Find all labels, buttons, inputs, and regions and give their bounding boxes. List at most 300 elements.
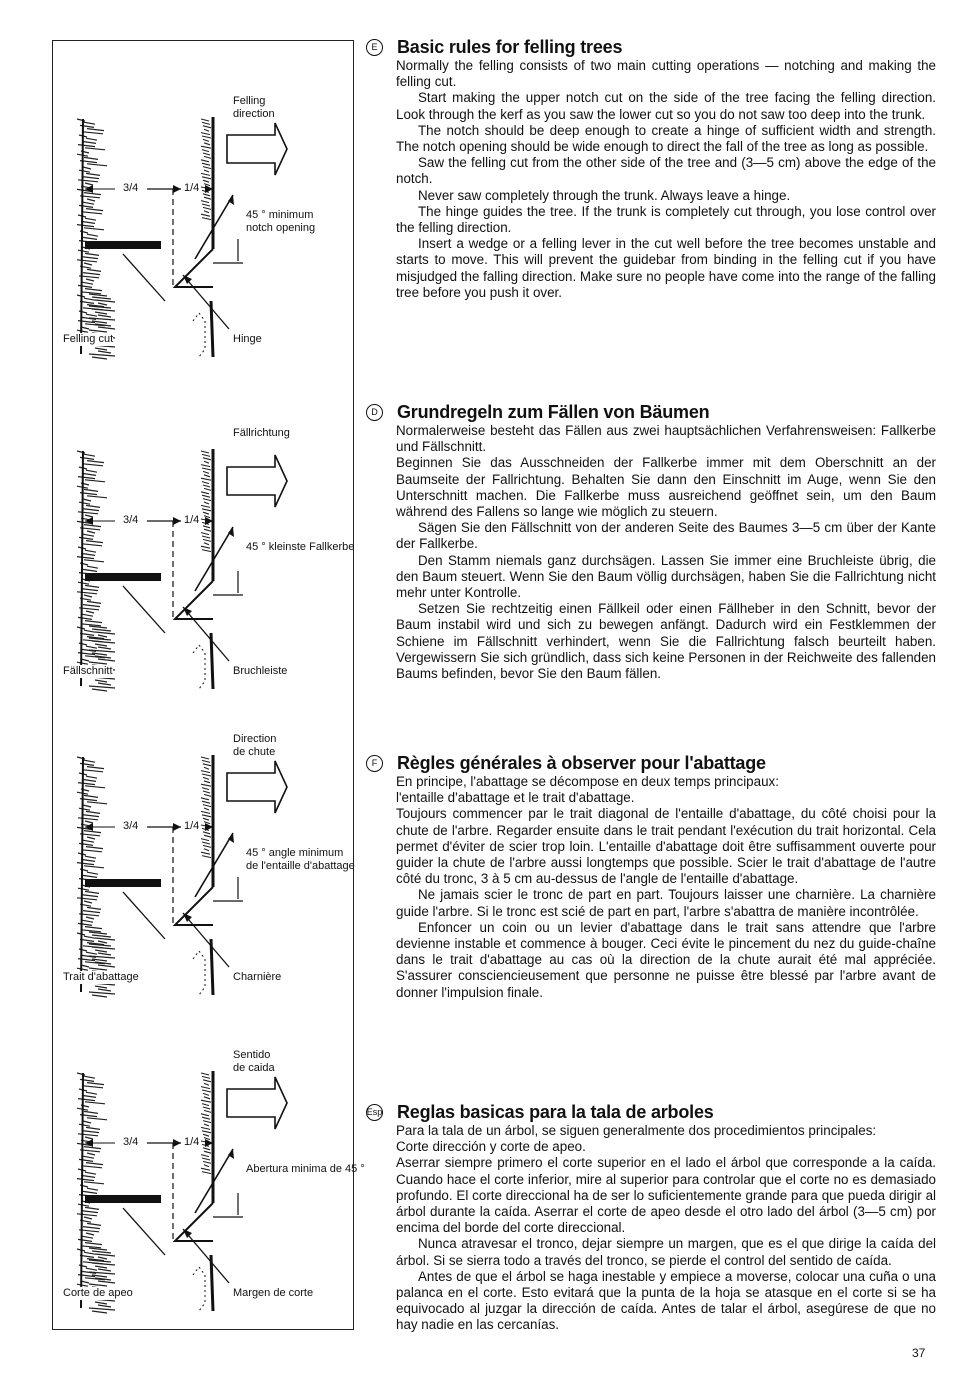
bark-stroke <box>87 199 95 201</box>
bark-stroke <box>86 1268 97 1270</box>
bark-stroke <box>203 499 211 501</box>
bark-stroke <box>85 183 93 185</box>
figure-label-hinge: Bruchleiste <box>233 665 288 677</box>
bark-stroke <box>95 644 107 646</box>
bark-stroke <box>81 930 101 932</box>
bark-stroke <box>82 815 99 817</box>
bark-stroke <box>82 1236 93 1238</box>
bark-stroke <box>86 1092 97 1094</box>
bark-stroke <box>82 1095 96 1097</box>
bark-stroke <box>84 1147 101 1149</box>
bark-stroke <box>79 205 93 207</box>
bark-stroke <box>202 842 210 844</box>
bark-stroke <box>203 1121 211 1123</box>
bark-stroke <box>84 795 98 797</box>
bark-stroke <box>79 643 87 645</box>
bark-stroke <box>83 875 97 877</box>
bark-stroke <box>202 454 210 456</box>
arrow-head <box>183 607 192 616</box>
figure-label-hinge: Charnière <box>233 971 282 983</box>
bark-stroke <box>201 1100 211 1102</box>
bark-stroke <box>89 1284 107 1286</box>
section-english <box>366 36 936 301</box>
bark-stroke <box>204 184 210 186</box>
bark-stroke <box>85 289 102 291</box>
bark-stroke <box>79 949 87 951</box>
bark-stroke <box>84 831 101 833</box>
bark-stroke <box>98 1305 111 1307</box>
bark-stroke <box>79 1265 87 1267</box>
bark-stroke <box>98 941 107 943</box>
language-badge: Esp <box>366 1104 383 1121</box>
bark-stroke <box>79 170 90 172</box>
bark-stroke <box>77 1214 97 1216</box>
section-heading <box>366 752 936 774</box>
bark-stroke <box>98 659 115 661</box>
bark-stroke <box>83 770 103 772</box>
figure-label-hinge: Hinge <box>233 333 262 345</box>
bark-stroke <box>201 119 209 121</box>
bark-stroke <box>85 821 93 823</box>
bark-stroke <box>89 686 115 688</box>
arrow-head <box>85 823 93 831</box>
bark-stroke <box>82 920 93 922</box>
figure-label-ratio-left: 3/4 <box>123 182 139 194</box>
bark-stroke <box>87 601 101 603</box>
bark-stroke <box>202 856 211 858</box>
bark-stroke <box>87 269 101 271</box>
bark-stroke <box>203 1161 211 1163</box>
bark-stroke <box>89 992 115 994</box>
bark-stroke <box>204 488 211 490</box>
bark-stroke <box>202 150 209 152</box>
bark-stroke <box>204 1124 209 1126</box>
bark-stroke <box>77 968 88 970</box>
hinge-pointer <box>183 275 229 329</box>
bark-stroke <box>82 1131 99 1133</box>
bark-stroke <box>202 801 210 803</box>
stump-outline <box>193 645 205 689</box>
bark-stroke <box>201 465 210 467</box>
bark-stroke <box>95 1266 107 1268</box>
bark-stroke <box>82 1166 102 1168</box>
bark-texture-right <box>201 1073 211 1174</box>
paragraph: En principe, l'abattage se décompose en deux temps principaux: l'entaille d'abattage et le trait d'abattage. <box>396 774 779 806</box>
bark-stroke <box>85 1172 96 1174</box>
bark-stroke <box>86 505 100 507</box>
bark-stroke <box>78 1204 89 1206</box>
bark-stroke <box>83 1191 97 1193</box>
bark-stroke <box>83 911 100 913</box>
bark-stroke <box>92 357 107 359</box>
bark-stroke <box>86 811 100 813</box>
bark-stroke <box>78 1099 95 1101</box>
section-heading <box>366 36 936 58</box>
bark-stroke <box>89 354 115 356</box>
figure-label-ratio-right: 1/4 <box>184 182 200 194</box>
bark-stroke <box>98 635 107 637</box>
bark-stroke <box>84 525 101 527</box>
bark-stroke <box>98 1269 111 1271</box>
bark-stroke <box>201 451 209 453</box>
bark-stroke <box>202 1104 209 1106</box>
figure-label-cut: Fällschnitt <box>63 665 113 677</box>
bark-stroke <box>203 485 210 487</box>
bark-stroke <box>204 211 209 213</box>
bark-stroke <box>201 478 211 480</box>
bark-stroke <box>89 626 107 628</box>
bark-stroke <box>79 502 90 504</box>
bark-stroke <box>84 866 104 868</box>
bark-stroke <box>203 167 211 169</box>
figure-label-notch: Abertura minima de 45 ° <box>246 1163 365 1175</box>
bark-stroke <box>83 1086 103 1088</box>
bark-stroke <box>92 629 111 631</box>
bark-stroke <box>83 534 94 536</box>
bark-stroke <box>204 1165 209 1167</box>
bark-stroke <box>85 1207 99 1209</box>
bark-stroke <box>82 141 96 143</box>
bark-stroke <box>202 550 211 552</box>
bark-stroke <box>85 1102 105 1104</box>
section-title: Règles générales à observer pour l'abattage <box>397 752 766 773</box>
bark-stroke <box>87 802 107 804</box>
bark-stroke <box>203 180 209 182</box>
bark-stroke <box>86 209 103 211</box>
bark-stroke <box>201 771 210 773</box>
bark-stroke <box>87 566 98 568</box>
bark-stroke <box>81 589 98 591</box>
bark-stroke <box>79 808 90 810</box>
bark-stroke <box>79 1159 93 1161</box>
bark-stroke <box>202 482 209 484</box>
bark-stroke <box>82 614 93 616</box>
bark-stroke <box>87 234 98 236</box>
bark-stroke <box>201 1073 209 1075</box>
bark-stroke <box>92 947 115 949</box>
bark-stroke <box>204 1138 210 1140</box>
bark-stroke <box>98 1257 107 1259</box>
bark-stroke <box>203 805 211 807</box>
bark-stroke <box>79 311 87 313</box>
figure-label-hinge: Margen de corte <box>233 1287 314 1299</box>
bark-stroke <box>84 157 98 159</box>
bark-stroke <box>203 832 210 834</box>
cut-pointer <box>123 1208 165 1255</box>
bark-stroke <box>77 225 94 227</box>
bark-stroke <box>87 461 104 463</box>
bark-stroke <box>201 1127 210 1129</box>
arrow-head <box>183 275 192 284</box>
figure-label-ratio-left: 3/4 <box>123 1136 139 1148</box>
cut-pointer <box>123 892 165 939</box>
bark-stroke <box>84 193 101 195</box>
bark-stroke <box>201 1155 209 1157</box>
bark-stroke <box>86 314 97 316</box>
bark-stroke <box>86 1233 94 1235</box>
bark-stroke <box>85 253 99 255</box>
notch-wedge <box>175 581 213 619</box>
bark-stroke <box>79 537 93 539</box>
bark-stroke <box>202 218 211 220</box>
bark-stroke <box>203 791 210 793</box>
bark-stroke <box>95 312 107 314</box>
language-badge: E <box>366 39 383 56</box>
bark-stroke <box>92 1263 115 1265</box>
bark-stroke <box>203 777 209 779</box>
figure-label-ratio-right: 1/4 <box>184 1136 200 1148</box>
bark-stroke <box>77 260 97 262</box>
bark-stroke <box>84 1111 98 1113</box>
bark-stroke <box>85 927 102 929</box>
bark-stroke <box>78 923 92 925</box>
bark-stroke <box>77 898 97 900</box>
bark-stroke <box>84 936 95 938</box>
bark-stroke <box>89 1248 107 1250</box>
bark-stroke <box>77 1284 88 1286</box>
felling-direction-arrow <box>227 123 287 175</box>
bark-stroke <box>203 539 211 541</box>
trunk-left-edge <box>81 1073 83 1308</box>
arrow-head <box>228 1149 234 1159</box>
bark-stroke <box>201 201 209 203</box>
figure-label-ratio-right: 1/4 <box>184 514 200 526</box>
bark-stroke <box>202 163 210 165</box>
paragraph: Sägen Sie den Fällschnitt von der anderen Seite des Baumes 3—5 cm über der Kante der Fallkerbe. <box>396 520 936 552</box>
bark-stroke <box>92 1251 111 1253</box>
bark-stroke <box>201 1168 210 1170</box>
bark-stroke <box>86 1163 103 1165</box>
bark-stroke <box>202 1090 211 1092</box>
bark-stroke <box>83 605 100 607</box>
felling-diagram <box>53 1043 365 1333</box>
stump-outline <box>193 951 205 995</box>
language-badge: D <box>366 404 383 421</box>
hinge-pointer <box>183 1229 229 1283</box>
bark-stroke <box>82 509 99 511</box>
bark-stroke <box>84 228 104 230</box>
bark-stroke <box>83 202 94 204</box>
bark-stroke <box>82 282 93 284</box>
bark-stroke <box>84 595 92 597</box>
bark-stroke <box>203 845 211 847</box>
figure-label-notch: 45 ° minimum notch opening <box>246 209 316 234</box>
bark-stroke <box>87 129 104 131</box>
bark-stroke <box>203 153 210 155</box>
arrow-head <box>85 185 93 193</box>
bark-stroke <box>86 646 97 648</box>
bark-stroke <box>202 495 210 497</box>
bark-stroke <box>98 965 115 967</box>
bark-stroke <box>201 214 210 216</box>
bark-stroke <box>77 662 88 664</box>
bark-stroke <box>204 543 209 545</box>
bark-stroke <box>203 207 211 209</box>
bark-stroke <box>201 1087 210 1089</box>
bark-stroke <box>98 351 111 353</box>
bark-stroke <box>83 1156 94 1158</box>
bark-stroke <box>87 1083 104 1085</box>
bark-stroke <box>78 1134 98 1136</box>
bark-stroke <box>202 536 210 538</box>
bark-stroke <box>89 330 107 332</box>
bark-stroke <box>83 273 100 275</box>
language-badge: F <box>366 755 383 772</box>
arrow-head <box>173 517 181 525</box>
cut-pointer <box>123 254 165 301</box>
section-german <box>366 401 936 682</box>
bark-stroke <box>86 541 103 543</box>
bark-stroke <box>204 197 211 199</box>
bark-stroke <box>201 533 209 535</box>
section-title: Basic rules for felling trees <box>397 36 623 57</box>
bark-stroke <box>85 218 96 220</box>
bark-stroke <box>87 1223 101 1225</box>
arrow-head <box>228 833 234 843</box>
bark-stroke <box>83 840 94 842</box>
bark-stroke <box>203 194 210 196</box>
bark-stroke <box>85 891 99 893</box>
bark-stroke <box>87 1153 95 1155</box>
felling-direction-arrow <box>227 761 287 813</box>
bark-stroke <box>202 1131 211 1133</box>
bark-stroke <box>203 1148 210 1150</box>
bark-stroke <box>87 1188 98 1190</box>
hinge-pointer <box>183 607 229 661</box>
bark-stroke <box>78 818 98 820</box>
bark-stroke <box>202 1076 210 1078</box>
figure-label-ratio-left: 3/4 <box>123 820 139 832</box>
bark-stroke <box>85 856 96 858</box>
bark-stroke <box>81 257 98 259</box>
bark-stroke <box>95 950 107 952</box>
bark-stroke <box>83 464 103 466</box>
bark-stroke <box>85 585 99 587</box>
bark-stroke <box>78 582 89 584</box>
bark-stroke <box>202 1172 211 1174</box>
bark-stroke <box>84 122 95 124</box>
bark-stroke <box>203 764 211 766</box>
bark-stroke <box>95 1254 115 1256</box>
bark-stroke <box>83 1227 100 1229</box>
bark-stroke <box>92 641 115 643</box>
bark-stroke <box>84 263 92 265</box>
bark-stroke <box>95 938 115 940</box>
bark-stroke <box>202 177 211 179</box>
bark-stroke <box>84 760 95 762</box>
bark-stroke <box>84 1076 95 1078</box>
arrow-head <box>228 195 234 205</box>
bark-stroke <box>84 1182 104 1184</box>
paragraph: The notch should be deep enough to create a hinge of sufficient width and strength. The notch opening should be wide enough to direct the fall of the tree as long as possible. <box>396 122 936 155</box>
bark-texture-right <box>201 757 211 858</box>
felling-diagram <box>53 727 355 1017</box>
bark-stroke <box>204 767 209 769</box>
bark-stroke <box>77 863 94 865</box>
figure-label-cut: Trait d'abattage <box>63 971 139 983</box>
bark-stroke <box>204 849 209 851</box>
bark-stroke <box>83 1121 91 1123</box>
bark-stroke <box>92 297 111 299</box>
bark-stroke <box>203 471 209 473</box>
paragraph: Ne jamais scier le tronc de part en part. Toujours laisser une charnière. La charnière guide l'arbre. Si le tronc est scié de part en part, l'arbre s'abattra de manière incontrôlée. <box>396 887 936 919</box>
bark-stroke <box>84 489 98 491</box>
bark-stroke <box>85 480 105 482</box>
bark-stroke <box>204 529 211 531</box>
bark-stroke <box>202 760 210 762</box>
bark-stroke <box>92 1311 107 1313</box>
bark-stroke <box>82 779 96 781</box>
section-heading <box>366 1101 936 1123</box>
bark-stroke <box>203 126 211 128</box>
bark-stroke <box>87 767 104 769</box>
bark-stroke <box>98 953 111 955</box>
figure-label-direction: Direction de chute <box>233 733 277 758</box>
bark-stroke <box>204 475 210 477</box>
cut-pointer <box>123 586 165 633</box>
bark-stroke <box>82 544 102 546</box>
figure-label-cut: Felling cut <box>63 333 114 345</box>
section-spanish <box>366 1101 936 1334</box>
bark-stroke <box>201 173 210 175</box>
bark-stroke <box>95 680 107 682</box>
bark-stroke <box>85 621 102 623</box>
bark-stroke <box>95 986 107 988</box>
felling-diagram <box>53 89 355 379</box>
bark-stroke <box>203 1107 210 1109</box>
bark-stroke <box>201 492 209 494</box>
bark-stroke <box>92 995 107 997</box>
bark-stroke <box>87 496 107 498</box>
felling-cut-bar <box>85 879 161 887</box>
bark-stroke <box>203 1134 209 1136</box>
bark-stroke <box>86 776 97 778</box>
bark-stroke <box>202 468 211 470</box>
paragraph: The hinge guides the tree. If the trunk is completely cut through, you lose control over the felling direction. <box>396 203 936 236</box>
bark-stroke <box>98 1281 115 1283</box>
bark-stroke <box>78 285 92 287</box>
page-number: 37 <box>912 1346 926 1360</box>
bark-stroke <box>95 348 107 350</box>
bark-stroke <box>85 148 105 150</box>
bark-stroke <box>202 509 211 511</box>
figure-label-direction: Felling direction <box>233 95 275 120</box>
bark-stroke <box>82 850 102 852</box>
bark-stroke <box>86 917 94 919</box>
bark-stroke <box>82 212 102 214</box>
bark-stroke <box>84 560 104 562</box>
bark-stroke <box>204 143 210 145</box>
bark-stroke <box>204 808 209 810</box>
felling-direction-arrow <box>227 455 287 507</box>
bark-stroke <box>86 173 100 175</box>
bark-stroke <box>84 454 95 456</box>
notch-wedge <box>175 1203 213 1241</box>
figure-label-notch: 45 ° kleinste Fallkerbe <box>246 541 355 553</box>
bark-stroke <box>204 1151 211 1153</box>
paragraph: Never saw completely through the trunk. Always leave a hinge. <box>418 187 791 203</box>
bark-stroke <box>86 279 94 281</box>
felling-cut-bar <box>85 241 161 249</box>
bark-stroke <box>204 1083 209 1085</box>
bark-stroke <box>98 989 111 991</box>
bark-stroke <box>201 146 211 148</box>
bark-stroke <box>98 303 107 305</box>
paragraph: Toujours commencer par le trait diagonal de l'entaille d'abattage, du côté choisi pour la chute de l'arbre. Regarder ensuite dans le trait pendant l'exécution du trait horizontal. Cela permet d'éviter de scier trop loin. L'entaille d'abattage doit être suffisamment ouverte pour guider la chute de l'arbre aussi longtemps que possible. Scier le trait d'abattage de l'autre côté du tronc, 3 à 5 cm au-dessus de l'angle de l'entaille d'abattage. <box>396 806 936 887</box>
bark-stroke <box>86 847 103 849</box>
bark-stroke <box>203 818 209 820</box>
bark-stroke <box>203 458 211 460</box>
